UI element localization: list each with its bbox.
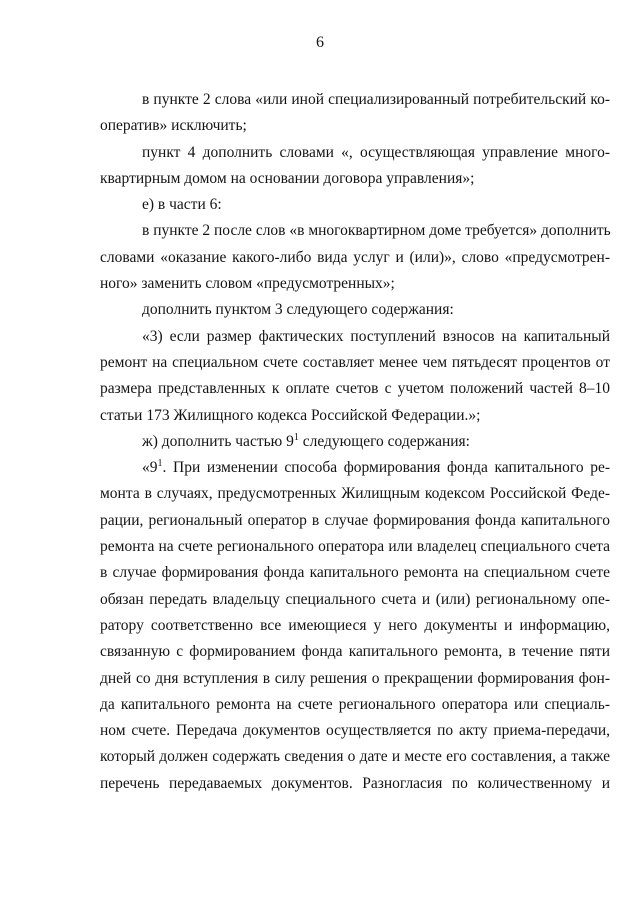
text-line: монта в случаях, предусмотренных Жилищным кодексом Российской Феде-	[100, 485, 610, 503]
text-line: перечень передаваемых документов. Разногласия по количественному и	[100, 774, 610, 792]
text-segment: «9	[142, 459, 158, 477]
text-segment: ж) дополнить частью 9	[142, 432, 294, 450]
text-line: словами «оказание какого-либо вида услуг и (или)», слово «предусмотрен-	[100, 248, 610, 266]
text-line: ратору соответственно все имеющиеся у него документы и информацию,	[100, 616, 610, 634]
text-line	[100, 455, 610, 481]
text-line: ном счете. Передача документов осуществляется по акту приема-передачи,	[100, 722, 610, 740]
text-line: в пункте 2 после слов «в многоквартирном доме требуется» дополнить	[142, 222, 611, 240]
text-line: статьи 173 Жилищного кодекса Российской Федерации.»;	[100, 406, 481, 424]
superscript: 1	[157, 458, 163, 470]
text-segment: . При изменении способа формирования фонда капитального ре-	[162, 459, 610, 477]
page-number: 6	[316, 34, 324, 51]
text-line: «3) если размер фактических поступлений взносов на капитальный	[142, 327, 610, 345]
text-line: квартирным домом на основании договора управления»;	[100, 169, 475, 187]
text-line: рации, региональный оператор в случае формирования фонда капитального	[100, 511, 610, 529]
text-line: связанную с формированием фонда капитального ремонта, в течение пяти	[100, 643, 610, 661]
text-line: в случае формирования фонда капитального ремонта на специальном счете	[100, 564, 610, 582]
text-line: размера представленных к оплате счетов с учетом положений частей 8–10	[100, 380, 610, 398]
text-line: обязан передать владельцу специального счета и (или) региональному опе-	[100, 590, 610, 608]
text-line: ного» заменить словом «предусмотренных»;	[100, 275, 395, 293]
text-line: в пункте 2 слова «или иной специализированный потребительский ко-	[142, 91, 610, 108]
text-line: пункт 4 дополнить словами «, осуществляющая управление много-	[142, 143, 610, 161]
document-body	[100, 87, 610, 797]
superscript: 1	[293, 431, 299, 443]
text-segment: следующего содержания:	[298, 432, 470, 450]
text-line: ремонт на специальном счете составляет менее чем пятьдесят процентов от	[100, 353, 610, 371]
text-line: ремонта на счете регионального оператора или владелец специального счета	[100, 538, 610, 556]
text-line	[100, 429, 610, 455]
text-line: дней со дня вступления в силу решения о прекращении формирования фон-	[100, 669, 610, 687]
text-line: е) в части 6:	[142, 196, 222, 214]
text-line: оператив» исключить;	[100, 117, 247, 135]
text-line: дополнить пунктом 3 следующего содержания:	[142, 301, 454, 319]
text-line: который должен содержать сведения о дате и месте его составления, а также	[100, 748, 610, 766]
text-line: да капитального ремонта на счете регионального оператора или специаль-	[100, 695, 610, 713]
